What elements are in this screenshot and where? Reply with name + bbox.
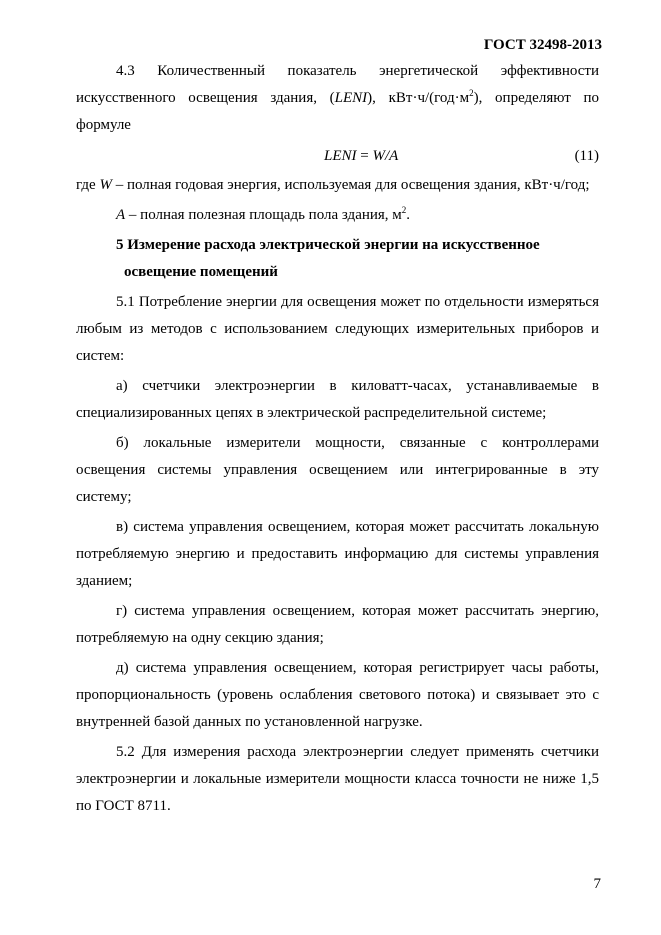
where-w-text: – полная годовая энергия, используемая для освещения здания, кВт·ч/год; xyxy=(111,177,590,193)
page-body xyxy=(76,58,599,820)
where-prefix: где xyxy=(76,177,100,193)
formula-lhs: LENI xyxy=(324,148,357,164)
where-w-symbol: W xyxy=(99,177,112,193)
where-a-end: . xyxy=(406,207,411,223)
para-4-3-unit: ), кВт·ч/(год·м xyxy=(367,90,470,106)
section-5-title-line1: 5 Измерение расхода электрической энергии на искусственное xyxy=(116,237,540,253)
section-5-heading xyxy=(76,232,599,286)
list-item-a: а) счетчики электроэнергии в киловатт-часах, устанавливаемые в специализированных цепях в электрической распределительной системе; xyxy=(76,378,599,421)
paragraph-4-3 xyxy=(76,58,599,139)
formula-expression xyxy=(324,143,398,170)
list-item-g: г) система управления освещением, которая может рассчитать энергию, потребляемую на одну секцию здания; xyxy=(76,603,599,646)
list-item-v: в) система управления освещением, которая может рассчитать локальную потребляемую энергию и предоставить информацию для системы управления зданием; xyxy=(76,519,599,589)
para-4-3-tail: , определяют по формуле xyxy=(76,90,599,133)
where-w-definition xyxy=(76,172,599,199)
where-a-text: – полная полезная площадь пола здания, м xyxy=(125,207,402,223)
paragraph-5-1: 5.1 Потребление энергии для освещения может по отдельности измеряться любым из методов с использованием следующих измерительных приборов и систем: xyxy=(76,294,599,364)
para-4-3-close: ) xyxy=(473,90,479,106)
page-number: 7 xyxy=(593,876,601,892)
paragraph-5-2: 5.2 Для измерения расхода электроэнергии следует применять счетчики электроэнергии и локальные измерители мощности класса точности не ниже 1,5 по ГОСТ 8711. xyxy=(76,744,599,814)
para-4-3-sup: 2 xyxy=(469,88,474,98)
para-4-3-lead: 4.3 Количественный показатель энергетической эффективности искусственного освещения здания, ( xyxy=(76,63,599,106)
formula-number: (11) xyxy=(574,148,599,164)
where-a-definition xyxy=(76,202,599,229)
document-header: ГОСТ 32498-2013 xyxy=(483,37,602,53)
section-5-title-line2: освещение помещений xyxy=(124,264,278,280)
formula-11 xyxy=(76,143,599,170)
formula-eq: = xyxy=(356,148,373,164)
list-item-b: б) локальные измерители мощности, связанные с контроллерами освещения системы управления освещением или интегрированные в эту систему; xyxy=(76,435,599,505)
list-item-d: д) система управления освещением, которая регистрирует часы работы, пропорциональность (уровень ослабления светового потока) и связывает это с внутренней базой данных по установленной нагрузке. xyxy=(76,660,599,730)
where-a-sup: 2 xyxy=(401,205,407,215)
where-a-symbol: A xyxy=(116,207,126,223)
para-4-3-term: LENI xyxy=(334,90,368,106)
formula-rhs: W/A xyxy=(372,148,399,164)
